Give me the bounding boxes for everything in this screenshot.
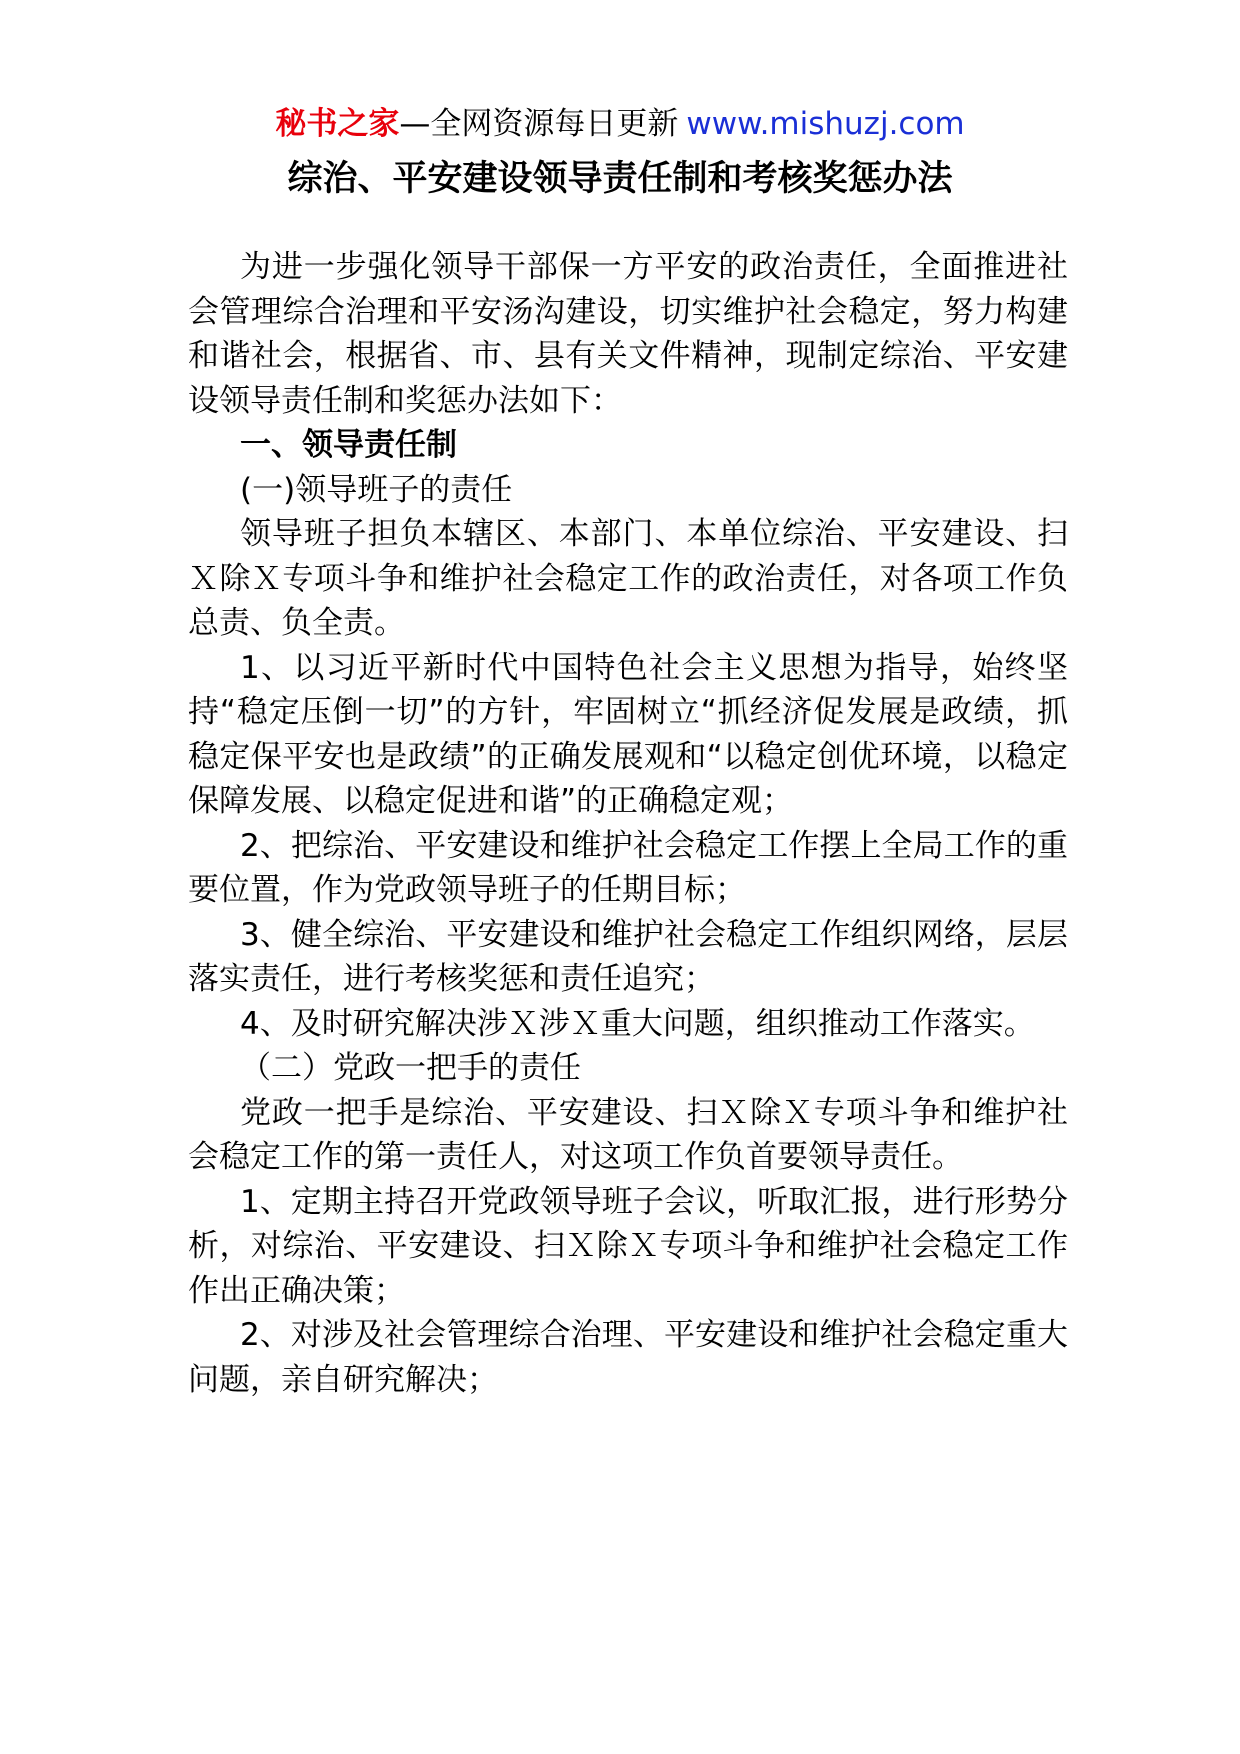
site-url-link[interactable]: www.mishuzj.com [686, 106, 965, 142]
list-item: 3、健全综治、平安建设和维护社会稳定工作组织网络，层层落实责任，进行考核奖惩和责任追究； [188, 916, 1068, 997]
document-title: 综治、平安建设领导责任制和考核奖惩办法 [287, 159, 953, 199]
body-paragraph: 党政一把手是综治、平安建设、扫Ｘ除Ｘ专项斗争和维护社会稳定工作的第一责任人，对这项工作负首要领导责任。 [188, 1094, 1068, 1175]
list-item: 2、把综治、平安建设和维护社会稳定工作摆上全局工作的重要位置，作为党政领导班子的任期目标； [188, 827, 1068, 908]
list-item: 1、以习近平新时代中国特色社会主义思想为指导，始终坚持“稳定压倒一切”的方针，牢固树立“抓经济促发展是政绩，抓稳定保平安也是政绩”的正确发展观和“以稳定创优环境，以稳定保障发展、以稳定促进和谐”的正确稳定观； [188, 649, 1068, 819]
body-paragraph: 领导班子担负本辖区、本部门、本单位综治、平安建设、扫Ｘ除Ｘ专项斗争和维护社会稳定工作的政治责任，对各项工作负总责、负全责。 [188, 516, 1068, 641]
list-item: 1、定期主持召开党政领导班子会议，听取汇报，进行形势分析，对综治、平安建设、扫Ｘ除Ｘ专项斗争和维护社会稳定工作作出正确决策； [188, 1183, 1068, 1309]
header-tagline: —全网资源每日更新 [399, 106, 679, 142]
section-heading: 一、领导责任制 [240, 427, 457, 463]
subsection-heading: （二）党政一把手的责任 [240, 1050, 581, 1086]
intro-paragraph: 为进一步强化领导干部保一方平安的政治责任，全面推进社会管理综合治理和平安汤沟建设，切实维护社会稳定，努力构建和谐社会，根据省、市、县有关文件精神，现制定综治、平安建设领导责任制和奖惩办法如下： [188, 249, 1068, 419]
subsection-heading: (一)领导班子的责任 [240, 471, 513, 508]
list-item: 4、及时研究解决涉Ｘ涉Ｘ重大问题，组织推动工作落实。 [240, 1005, 1035, 1042]
list-item: 2、对涉及社会管理综合治理、平安建设和维护社会稳定重大问题，亲自研究解决； [188, 1317, 1068, 1398]
document-body [188, 245, 1068, 1402]
site-header [0, 100, 1240, 148]
brand-name: 秘书之家 [275, 106, 400, 142]
